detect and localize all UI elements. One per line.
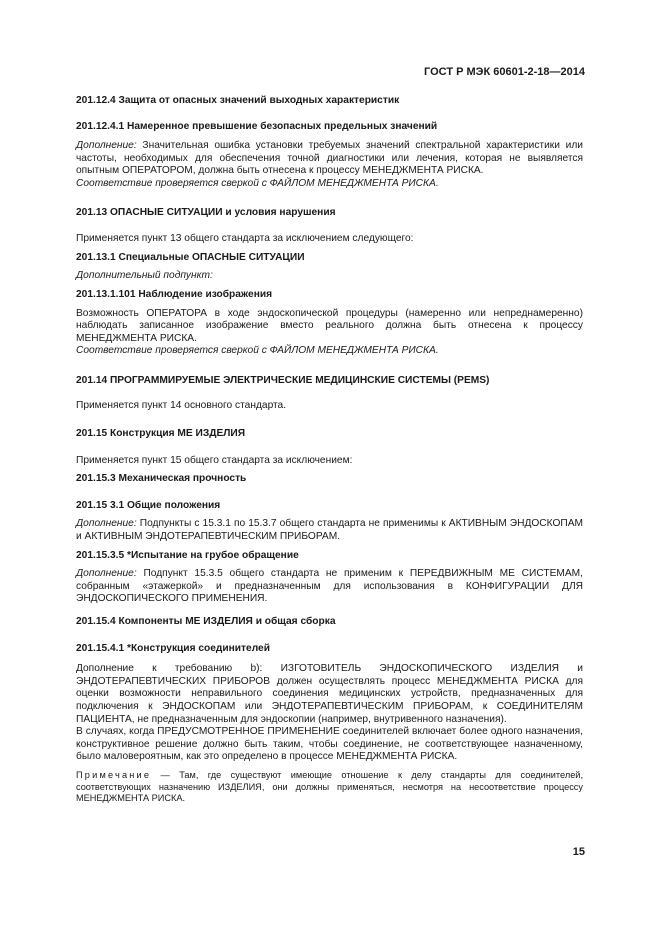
note-label: Примечание — [76, 769, 152, 780]
section-title-201-15-4-1: 201.15.4.1 *Конструкция соединителей — [76, 642, 270, 654]
addition-text: Подпункты с 15.3.1 по 15.3.7 общего стандарта не применимы к АКТИВНЫМ ЭНДОСКОПАМ и АКТИВНЫМ ЭНДОТЕРАПЕВТИЧЕСКИМ ПРИБОРАМ. — [76, 518, 583, 543]
compliance-201-13-1-101: Соответствие проверяется сверкой с ФАЙЛОМ МЕНЕДЖМЕНТА РИСКА. — [76, 345, 439, 357]
compliance-201-12-4-1: Соответствие проверяется сверкой с ФАЙЛОМ МЕНЕДЖМЕНТА РИСКА. — [76, 177, 439, 189]
addition-label: Дополнение: — [76, 568, 137, 580]
section-title-201-14: 201.14 ПРОГРАММИРУЕМЫЕ ЭЛЕКТРИЧЕСКИЕ МЕДИЦИНСКИЕ СИСТЕМЫ (PEMS) — [76, 374, 490, 386]
section-title-201-12-4-1: 201.12.4.1 Намеренное превышение безопасных предельных значений — [76, 120, 438, 132]
intro-201-13: Применяется пункт 13 общего стандарта за исключением следующего: — [76, 233, 414, 245]
paragraph-201-13-1-101: Возможность ОПЕРАТОРА в ходе эндоскопической процедуры (намеренно или непреднамеренно) наблюдать записанное изображение вместо реального должна быть отнесена к процессу МЕНЕДЖМЕНТА РИСКА. — [76, 307, 583, 344]
section-title-201-15-4: 201.15.4 Компоненты МЕ ИЗДЕЛИЯ и общая сборка — [76, 616, 336, 628]
addition-text: Значительная ошибка установки требуемых значений спектральной характеристики или частоты, необходимых для обеспечения точной диагностики или лечения, которая не выявляется опытным ОПЕРАТОРОМ, должна быть отнесена к процессу МЕНЕДЖМЕНТА РИСКА. — [76, 140, 583, 177]
section-title-201-13: 201.13 ОПАСНЫЕ СИТУАЦИИ и условия нарушения — [76, 206, 336, 218]
section-title-201-13-1-101: 201.13.1.101 Наблюдение изображения — [76, 288, 273, 300]
addition-label: Дополнение: — [76, 518, 137, 530]
section-title-201-15-3: 201.15.3 Механическая прочность — [76, 473, 247, 485]
section-title-201-15-3-5: 201.15.3.5 *Испытание на грубое обращение — [76, 549, 299, 561]
section-title-201-13-1: 201.13.1 Специальные ОПАСНЫЕ СИТУАЦИИ — [76, 251, 305, 263]
subclause-label-201-13-1: Дополнительный подпункт: — [76, 270, 213, 282]
paragraph-201-15-3-1 — [76, 518, 583, 543]
paragraph-201-15-3-5 — [76, 568, 583, 606]
section-title-201-15-3-1: 201.15 3.1 Общие положения — [76, 499, 221, 511]
intro-201-14: Применяется пункт 14 основного стандарта. — [76, 399, 287, 411]
page-number: 15 — [572, 846, 585, 858]
section-title-201-12-4: 201.12.4 Защита от опасных значений выходных характеристик — [76, 95, 400, 106]
note-text: — Там, где существуют имеющие отношение к делу стандарты для соединителей, соответствующих назначению ИЗДЕЛИЯ, они должны применяться, несмотря на несоответствие процессу МЕНЕДЖМЕНТА РИСКА. — [76, 769, 583, 804]
paragraph-201-15-4-1-a: Дополнение к требованию b): ИЗГОТОВИТЕЛЬ ЭНДОСКОПИЧЕСКОГО ИЗДЕЛИЯ и ЭНДОТЕРАПЕВТИЧЕСКИХ ПРИБОРОВ должен осуществлять процесс МЕНЕДЖМЕНТА РИСКА для оценки возможности неправильного соединения медицинских устройств, предназначенных для подключения к ЭНДОСКОПАМ или ЭНДОТЕРАПЕВТИЧЕСКИМ ПРИБОРАМ, к СОЕДИНИТЕЛЯМ ПАЦИЕНТА, не предназначенным для эндоскопии (например, внутривенного назначения). — [76, 663, 583, 725]
document-header: ГОСТ Р МЭК 60601-2-18—2014 — [424, 66, 585, 78]
document-body — [76, 95, 583, 805]
paragraph-201-12-4-1 — [76, 140, 583, 178]
addition-label: Дополнение: — [76, 140, 137, 152]
section-title-201-15: 201.15 Конструкция МЕ ИЗДЕЛИЯ — [76, 428, 246, 440]
intro-201-15: Применяется пункт 15 общего стандарта за исключением: — [76, 454, 353, 466]
addition-text: Подпункт 15.3.5 общего стандарта не применим к ПЕРЕДВИЖНЫМ МЕ СИСТЕМАМ, собранным «этажеркой» и предназначенным для использования в КОНФИГУРАЦИИ ДЛЯ ЭНДОСКОПИЧЕСКОГО ПРИМЕНЕНИЯ. — [76, 568, 583, 605]
paragraph-201-15-4-1-b: В случаях, когда ПРЕДУСМОТРЕННОЕ ПРИМЕНЕНИЕ соединителей включает более одного назначения, конструктивное решение должно быть таким, чтобы соединение, не соответствующее назначенному, было маловероятным, как это определено в процессе МЕНЕДЖМЕНТА РИСКА. — [76, 726, 583, 763]
note-201-15-4-1 — [76, 770, 583, 805]
